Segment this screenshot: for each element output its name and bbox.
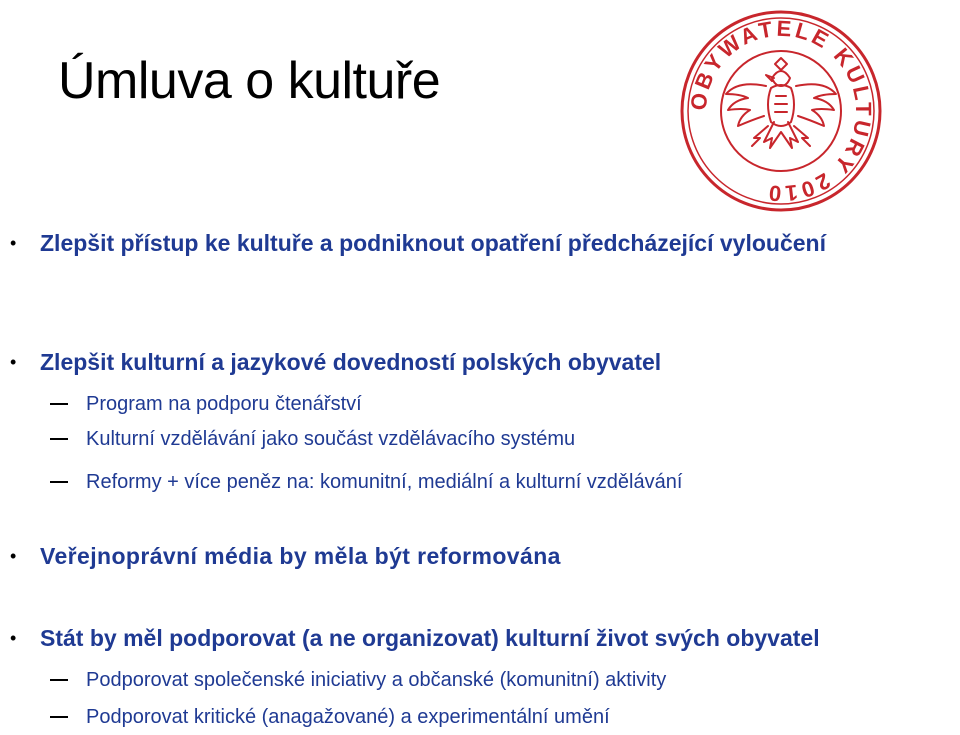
bullet-point bbox=[0, 224, 960, 304]
bullet-dot-icon: • bbox=[10, 233, 17, 253]
bullet-text: Veřejnoprávní média by měla být reformována bbox=[40, 543, 561, 569]
sub-point-text: Program na podporu čtenářství bbox=[86, 393, 362, 415]
bullet-point bbox=[0, 537, 960, 577]
bullet-point bbox=[0, 343, 960, 383]
bullet-text: Stát by měl podporovat (a ne organizovat) kulturní život svých obyvatel bbox=[40, 625, 820, 651]
bullet-dot-icon: • bbox=[10, 546, 17, 566]
sub-point-text: Podporovat společenské iniciativy a občanské (komunitní) aktivity bbox=[86, 669, 667, 691]
svg-text:OBYWATELE KULTURY 2010: OBYWATELE KULTURY 2010 bbox=[685, 15, 877, 207]
dash-marker-icon bbox=[50, 679, 68, 681]
bullet-text: Zlepšit přístup ke kultuře a podniknout opatření předcházející vyloučení bbox=[40, 230, 826, 256]
bullet-text: Zlepšit kulturní a jazykové dovedností polských obyvatel bbox=[40, 349, 662, 375]
sub-point bbox=[0, 386, 960, 422]
sub-point bbox=[0, 464, 960, 500]
bullet-point bbox=[0, 619, 960, 659]
citizens-of-culture-stamp bbox=[676, 8, 886, 214]
sub-point bbox=[0, 699, 960, 733]
bullet-dot-icon: • bbox=[10, 628, 17, 648]
dash-marker-icon bbox=[50, 716, 68, 718]
sub-point-text: Kulturní vzdělávání jako součást vzdělávacího systému bbox=[86, 428, 576, 450]
eagle-icon bbox=[726, 58, 836, 148]
dash-marker-icon bbox=[50, 403, 68, 405]
sub-point-text: Podporovat kritické (anagažované) a experimentální umění bbox=[86, 706, 610, 728]
sub-point bbox=[0, 421, 960, 457]
dash-marker-icon bbox=[50, 438, 68, 440]
slide-title: Úmluva o kultuře bbox=[58, 52, 441, 110]
sub-point bbox=[0, 662, 960, 698]
bullet-dot-icon: • bbox=[10, 352, 17, 372]
sub-point-text: Reformy + více peněz na: komunitní, mediální a kulturní vzdělávání bbox=[86, 471, 683, 493]
stamp-seal-icon bbox=[676, 8, 886, 214]
dash-marker-icon bbox=[50, 481, 68, 483]
